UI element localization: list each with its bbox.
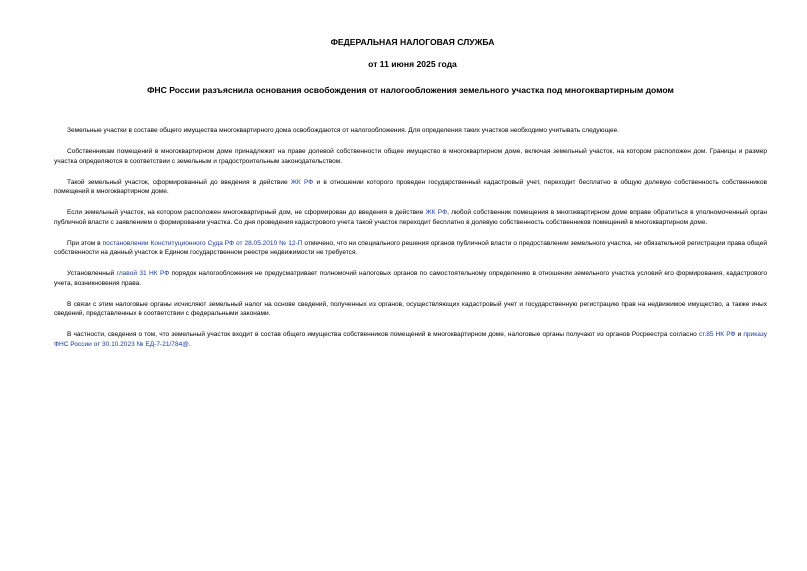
paragraph-6 — [54, 269, 767, 288]
paragraph-8 — [54, 330, 767, 349]
paragraph-2-text: Собственникам помещений в многоквартирном доме принадлежит на праве долевой собственности общее имущество в многоквартирном доме, включая земельный участок, на котором расположен дом. Границы и размер участка определяются в соответствии с земельным и градостроительным законодательством. — [54, 148, 767, 165]
paragraph-5-text-after: отмечено, что ни специального решения органов публичной власти о предоставлении земельного участка, ни обязательной регистрации права общей собственности на данный участок в Едином государственном реестре недвижимости не требуется. — [54, 239, 768, 256]
paragraph-8-text-after: . — [188, 340, 191, 348]
link-zhk-rf-2[interactable]: ЖК РФ — [425, 209, 448, 216]
paragraph-1 — [54, 126, 767, 136]
link-article-85-nk-rf[interactable]: ст.85 НК РФ — [698, 331, 736, 338]
paragraph-3 — [54, 178, 767, 197]
link-constitutional-court-ruling[interactable]: постановлении Конституционного Суда РФ от 28.05.2010 № 12-П — [102, 239, 303, 247]
paragraph-3-text-before: Такой земельный участок, сформированный до введения в действие — [67, 178, 291, 186]
paragraph-4-text-after: , любой собственник помещения в многоквартирном доме вправе обратиться в уполномоченный орган публичной власти с заявлением о формировании участка. Со дня проведения кадастрового учета такой участок переходит бесплатно в долевую собственность собственников помещений в многоквартирном доме. — [54, 209, 768, 226]
paragraph-8-text-before: В частности, сведения о том, что земельный участок входит в состав общего имущества собственников помещений в многоквартирном доме, налоговые органы получают из органов Росреестра согласно — [67, 331, 699, 338]
paragraph-5 — [54, 239, 767, 258]
paragraph-4 — [54, 208, 767, 227]
paragraph-8-text-middle: и — [735, 331, 744, 338]
document-body — [54, 126, 767, 349]
paragraph-6-text-after: порядок налогообложения не предусматривает полномочий налоговых органов по самостоятельному определению в отношении земельного участка условий его формирования, кадастрового учета, возникновения права. — [54, 270, 767, 287]
paragraph-5-text-before: При этом в — [67, 239, 103, 247]
agency-name: ФЕДЕРАЛЬНАЯ НАЛОГОВАЯ СЛУЖБА — [330, 37, 495, 47]
document-title: ФНС России разъяснила основания освобождения от налогообложения земельного участка под многоквартирным домом — [147, 85, 674, 95]
paragraph-6-text-before: Установленный — [67, 270, 117, 277]
paragraph-4-text-before: Если земельный участок, на котором расположен многоквартирный дом, не сформирован до введения в действие — [67, 209, 426, 216]
link-chapter-31-nk-rf[interactable]: главой 31 НК РФ — [116, 270, 170, 277]
paragraph-7 — [54, 300, 767, 319]
paragraph-3-text-after: и в отношении которого проведен государственный кадастровый учет, переходит бесплатно в общую долевую собственность собственников помещений в многоквартирном доме. — [54, 178, 767, 195]
paragraph-7-text: В связи с этим налоговые органы исчисляют земельный налог на основе сведений, полученных из органов, осуществляющих кадастровый учет и государственную регистрацию прав на недвижимое имущество, а также иных сведений, представленных в соответствии с федеральными законами. — [54, 300, 767, 317]
paragraph-2 — [54, 147, 767, 166]
link-fns-order[interactable]: приказу ФНС России от 30.10.2023 № ЕД-7-21/784@ — [54, 331, 767, 348]
link-zhk-rf[interactable]: ЖК РФ — [290, 178, 314, 186]
paragraph-1-text: Земельные участки в составе общего имущества многоквартирного дома освобождаются от налогообложения. Для определения таких участков необходимо учитывать следующее. — [67, 127, 619, 134]
document-date: от 11 июня 2025 года — [368, 59, 457, 69]
